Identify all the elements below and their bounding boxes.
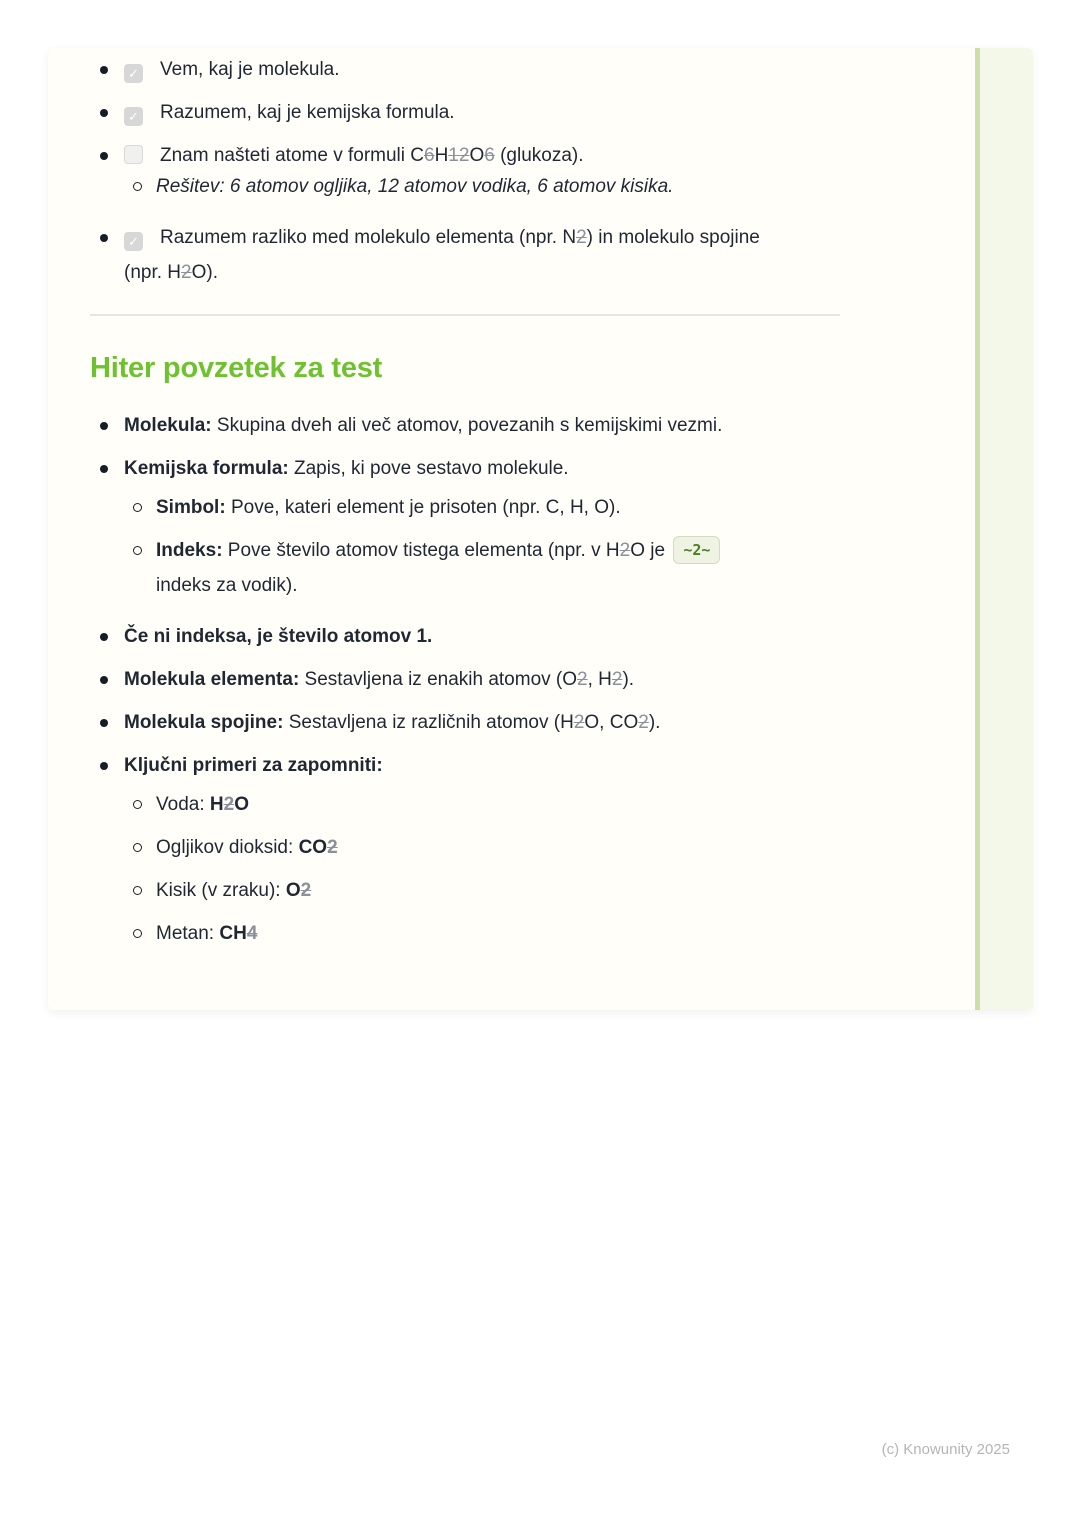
summary-sublist: [90, 787, 840, 951]
bullet-icon: [100, 719, 108, 727]
summary-item-text: Molekula spojine: Sestavljena iz različnih atomov (H2O, CO2).: [124, 712, 661, 733]
checklist-item-label: Vem, kaj je molekula.: [160, 59, 340, 80]
summary-subitem: [90, 533, 840, 603]
summary-item-text: Ključni primeri za zapomniti:: [124, 755, 383, 776]
checklist-item-text: [124, 95, 840, 130]
circle-bullet-icon: [133, 503, 142, 512]
checklist-item-text: [124, 220, 840, 290]
summary-subitem: [90, 916, 840, 951]
bullet-icon: [100, 234, 108, 242]
checklist-item-text: [124, 52, 840, 87]
summary-subitem-text: Indeks: Pove število atomov tistega elementa (npr. v H2O je ~2~ indeks za vodik).: [156, 533, 840, 603]
summary-subitem-text: Voda: H2O: [156, 794, 249, 815]
summary-item: [90, 662, 840, 697]
checklist-item-label: Razumem razliko med molekulo elementa (npr. N2) in molekulo spojine (npr. H2O).: [124, 227, 760, 283]
checklist-item: [90, 138, 840, 173]
checkbox[interactable]: [124, 145, 143, 164]
bullet-icon: [100, 422, 108, 430]
solution-text: Rešitev: 6 atomov ogljika, 12 atomov vodika, 6 atomov kisika.: [156, 176, 674, 197]
summary-subitem: [90, 873, 840, 908]
bullet-icon: [100, 66, 108, 74]
note-card: [48, 48, 1033, 1010]
checklist-item: [90, 220, 840, 290]
summary-sublist: [90, 490, 840, 603]
circle-bullet-icon: [133, 800, 142, 809]
checkbox[interactable]: [124, 107, 143, 126]
section-heading: Hiter povzetek za test: [90, 352, 383, 384]
checklist-item-text: [124, 138, 840, 173]
circle-bullet-icon: [133, 886, 142, 895]
summary-item: [90, 619, 840, 654]
summary-item-text: Molekula elementa: Sestavljena iz enakih atomov (O2, H2).: [124, 669, 635, 690]
summary-item-text: Kemijska formula: Zapis, ki pove sestavo molekule.: [124, 458, 569, 479]
checklist-item-label: Razumem, kaj je kemijska formula.: [160, 102, 455, 123]
bullet-icon: [100, 676, 108, 684]
accent-strip: [975, 48, 1033, 1010]
circle-bullet-icon: [133, 182, 142, 191]
summary-subitem-text: Kisik (v zraku): O2: [156, 880, 312, 901]
bullet-icon: [100, 465, 108, 473]
summary-subitem: [90, 490, 840, 525]
summary-subitem: [90, 830, 840, 865]
summary-subitem-text: Simbol: Pove, kateri element je prisoten (npr. C, H, O).: [156, 497, 621, 518]
circle-bullet-icon: [133, 843, 142, 852]
section-divider: [90, 314, 840, 316]
bullet-icon: [100, 762, 108, 770]
summary-subitem-text: Metan: CH4: [156, 923, 258, 944]
checklist-item: [90, 95, 840, 130]
summary-item-text: Molekula: Skupina dveh ali več atomov, povezanih s kemijskimi vezmi.: [124, 415, 723, 436]
summary-item: [90, 451, 840, 486]
summary-item: [90, 705, 840, 740]
checklist: [90, 52, 840, 290]
summary-list: [90, 408, 840, 951]
bullet-icon: [100, 152, 108, 160]
circle-bullet-icon: [133, 929, 142, 938]
summary-item: [90, 408, 840, 443]
checklist-item: [90, 52, 840, 87]
checklist-item-label: Znam našteti atome v formuli C6H12O6 (glukoza).: [160, 145, 584, 166]
checkbox[interactable]: [124, 64, 143, 83]
copyright-footer: (c) Knowunity 2025: [881, 1441, 1010, 1458]
note-content: [90, 48, 840, 951]
solution-item: [90, 169, 840, 204]
summary-subitem-text: Ogljikov dioksid: CO2: [156, 837, 338, 858]
checkbox[interactable]: [124, 232, 143, 251]
bullet-icon: [100, 109, 108, 117]
bullet-icon: [100, 633, 108, 641]
summary-subitem: [90, 787, 840, 822]
checklist-sublist: [90, 169, 840, 204]
circle-bullet-icon: [133, 546, 142, 555]
summary-item-text: Če ni indeksa, je število atomov 1.: [124, 626, 433, 647]
summary-item: [90, 748, 840, 783]
